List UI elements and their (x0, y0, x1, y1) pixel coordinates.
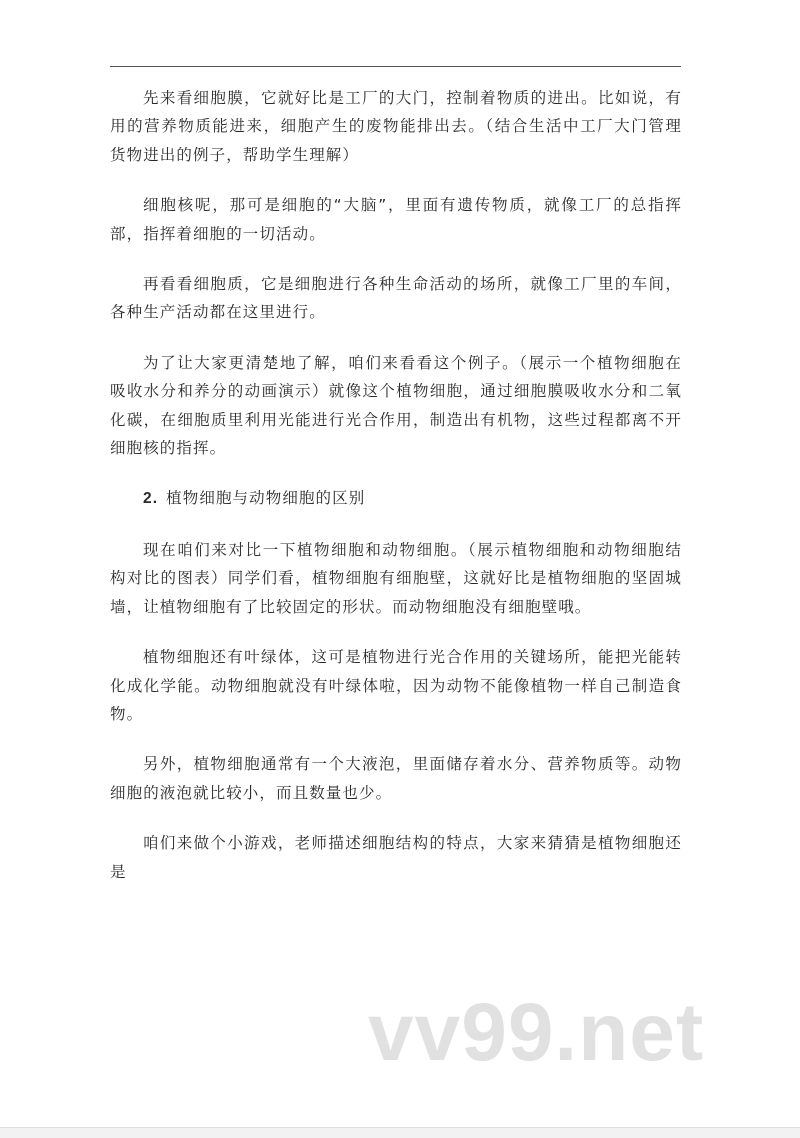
page-bottom-edge (0, 1127, 800, 1138)
paragraph-chloroplast: 植物细胞还有叶绿体，这可是植物进行光合作用的关键场所，能把光能转化成化学能。动物细胞就没有叶绿体啦，因为动物不能像植物一样自己制造食物。 (110, 648, 682, 723)
paragraph-game: 咱们来做个小游戏，老师描述细胞结构的特点，大家来猜猜是植物细胞还是 (110, 834, 682, 881)
paragraph-cell-membrane: 先来看细胞膜，它就好比是工厂的大门，控制着物质的进出。比如说，有用的营养物质能进来，细胞产生的废物能排出去。（结合生活中工厂大门管理货物进出的例子，帮助学生理解） (110, 89, 682, 164)
paragraph-cytoplasm: 再看看细胞质，它是细胞进行各种生命活动的场所，就像工厂里的车间，各种生产活动都在这里进行。 (110, 275, 682, 322)
paragraph-vacuole: 另外，植物细胞通常有一个大液泡，里面储存着水分、营养物质等。动物细胞的液泡就比较小，而且数量也少。 (110, 755, 682, 802)
watermark: vv99.net (368, 987, 705, 1078)
paragraph-nucleus: 细胞核呢，那可是细胞的“大脑”，里面有遗传物质，就像工厂的总指挥部，指挥着细胞的一切活动。 (110, 196, 682, 243)
document-body (110, 84, 682, 908)
paragraph-cell-wall: 现在咱们来对比一下植物细胞和动物细胞。（展示植物细胞和动物细胞结构对比的图表）同学们看，植物细胞有细胞壁，这就好比是植物细胞的坚固城墙，让植物细胞有了比较固定的形状。而动物细胞没有细胞壁哦。 (110, 540, 682, 616)
section-number: 2. (143, 490, 159, 508)
section-heading (110, 484, 682, 513)
header-divider (110, 66, 681, 67)
paragraph-example: 为了让大家更清楚地了解，咱们来看看这个例子。（展示一个植物细胞在吸收水分和养分的动画演示）就像这个植物细胞，通过细胞膜吸收水分和二氧化碳，在细胞质里利用光能进行光合作用，制造出有机物，这些过程都离不开细胞核的指挥。 (110, 353, 682, 458)
section-title: 植物细胞与动物细胞的区别 (166, 489, 366, 508)
